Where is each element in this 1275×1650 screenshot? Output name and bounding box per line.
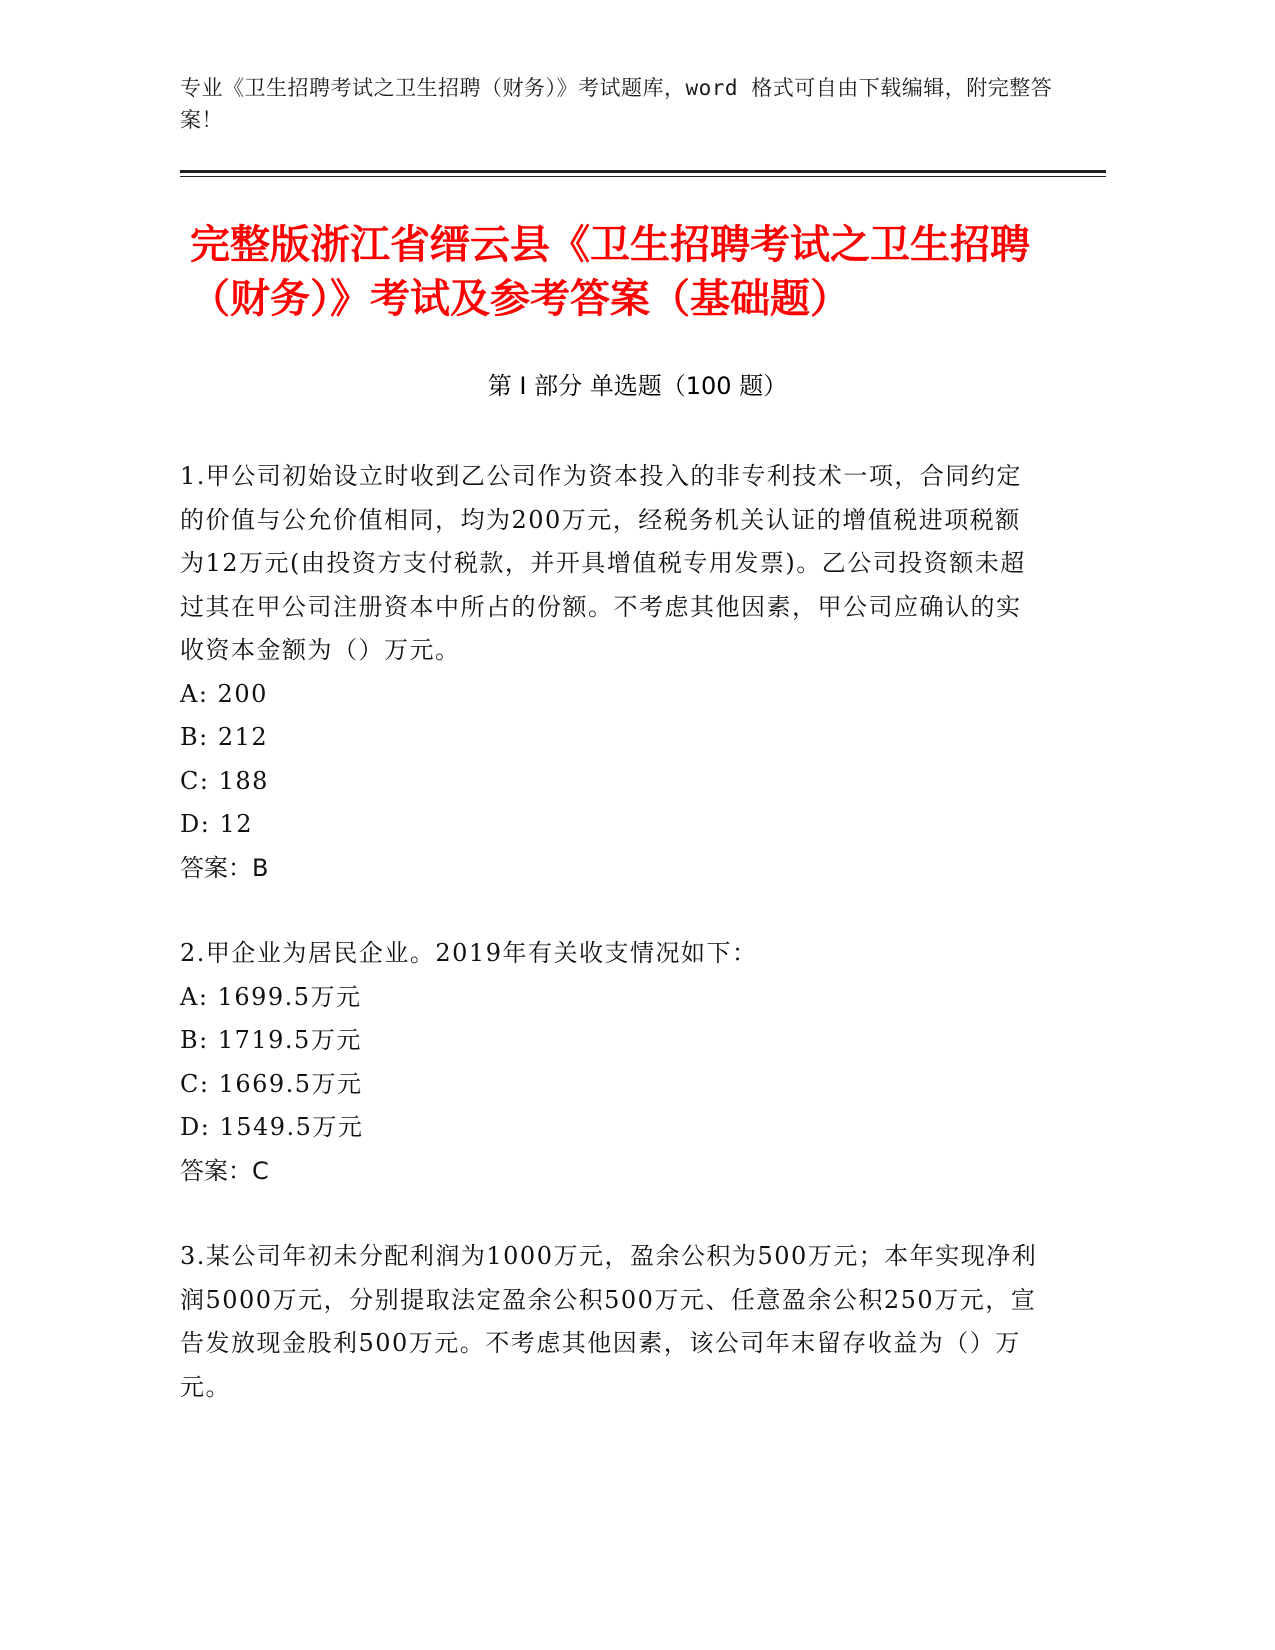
answer: 答案：C xyxy=(180,1156,269,1185)
answer: 答案：B xyxy=(180,853,269,882)
option-b: B: 212 xyxy=(180,723,269,751)
question-3 xyxy=(180,1235,1040,1409)
question-stem: 3.某公司年初未分配利润为1000万元，盈余公积为500万元；本年实现净利润5000万元，分别提取法定盈余公积500万元、任意盈余公积250万元，宣告发放现金股利500万元。不考虑其他因素，该公司年末留存收益为（）万元。 xyxy=(180,1242,1038,1401)
section-heading: 第 I 部分 单选题（100 题） xyxy=(487,372,788,400)
option-c: C: 1669.5万元 xyxy=(180,1069,363,1098)
header-divider-thin xyxy=(180,176,1106,177)
question-list xyxy=(180,455,1040,1451)
option-b: B: 1719.5万元 xyxy=(180,1026,362,1054)
option-d: D: 12 xyxy=(180,810,253,838)
question-2 xyxy=(180,932,1040,1193)
option-c: C: 188 xyxy=(180,766,269,795)
question-stem: 2.甲企业为居民企业。2019年有关收支情况如下： xyxy=(180,939,758,967)
document-title: 完整版浙江省缙云县《卫生招聘考试之卫生招聘（财务）》考试及参考答案（基础题） xyxy=(190,222,1030,322)
question-stem: 1.甲公司初始设立时收到乙公司作为资本投入的非专利技术一项，合同约定的价值与公允价值相同，均为200万元，经税务机关认证的增值税进项税额为12万元(由投资方支付税款，并开具增值税专用发票)。乙公司投资额未超过其在甲公司注册资本中所占的份额。不考虑其他因素，甲公司应确认的实收资本金额为（）万元。 xyxy=(180,462,1026,664)
option-d: D: 1549.5万元 xyxy=(180,1113,364,1141)
option-a: A: 200 xyxy=(180,679,268,708)
question-1 xyxy=(180,455,1040,890)
option-a: A: 1699.5万元 xyxy=(180,982,362,1011)
header-divider-thick xyxy=(180,170,1106,173)
header-note: 专业《卫生招聘考试之卫生招聘（财务）》考试题库，word 格式可自由下载编辑，附完整答案！ xyxy=(180,76,1053,132)
